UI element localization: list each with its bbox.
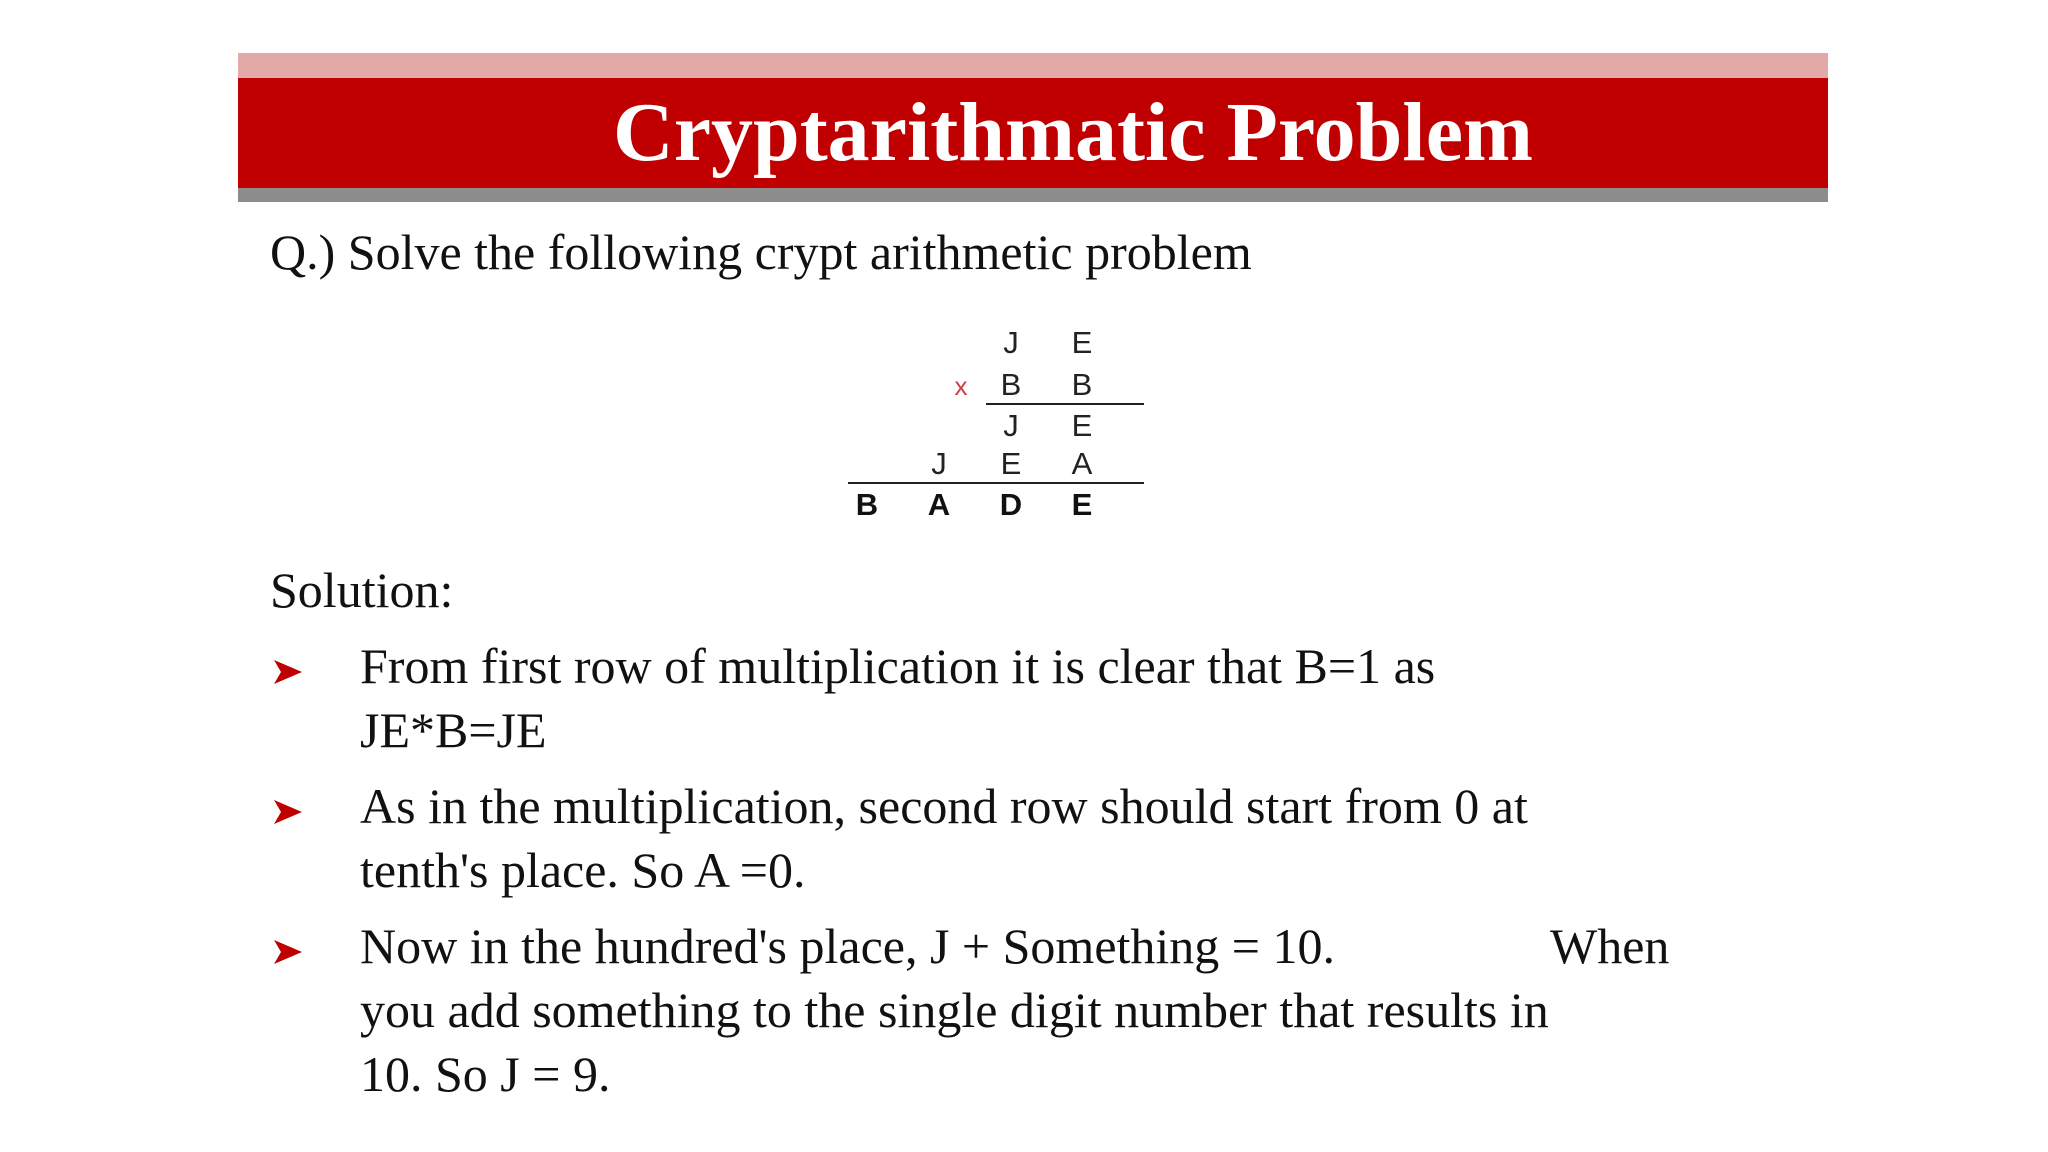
puzzle-row3-digit: J — [1003, 408, 1019, 443]
arrow-bullet-icon — [268, 932, 308, 972]
puzzle-row4-digit: J — [931, 446, 947, 481]
title-band-top — [238, 53, 1828, 78]
bullet-line: you add something to the single digit number that results in — [360, 982, 1549, 1038]
puzzle-result-digit: B — [855, 487, 879, 522]
arrow-bullet-icon — [268, 652, 308, 692]
puzzle-row2-digit: B — [1000, 367, 1022, 402]
puzzle-row4-digit: E — [1000, 446, 1022, 481]
arrow-bullet-icon — [268, 792, 308, 832]
bullet-line: 10. So J = 9. — [360, 1046, 611, 1102]
bullet-line: From first row of multiplication it is clear that B=1 as — [360, 638, 1436, 694]
bullet-trailing-word: When — [1550, 918, 1670, 974]
bullet-item — [360, 634, 1435, 762]
puzzle-result-digit: E — [1071, 487, 1093, 522]
bullet-line: As in the multiplication, second row should start from 0 at — [360, 778, 1528, 834]
bullet-line: JE*B=JE — [360, 702, 547, 758]
puzzle-row1-digit: E — [1071, 325, 1093, 360]
bullet-item — [360, 774, 1528, 902]
puzzle-row3-digit: E — [1071, 408, 1093, 443]
multiplication-rule — [986, 403, 1144, 405]
solution-label: Solution: — [270, 562, 454, 618]
puzzle-result-digit: A — [927, 487, 951, 522]
title-band-bottom — [238, 188, 1828, 202]
puzzle-result-digit: D — [999, 487, 1023, 522]
bullet-item — [360, 914, 1549, 1106]
slide-title: Cryptarithmatic Problem — [613, 86, 1533, 179]
bullet-line: Now in the hundred's place, J + Something = 10. — [360, 918, 1335, 974]
question-text: Q.) Solve the following crypt arithmetic problem — [270, 224, 1252, 280]
puzzle-row2-digit: B — [1071, 367, 1093, 402]
puzzle-row1-digit: J — [1003, 325, 1019, 360]
multiply-sign: x — [954, 371, 968, 401]
bullet-line: tenth's place. So A =0. — [360, 842, 806, 898]
puzzle-row4-digit: A — [1071, 446, 1093, 481]
sum-rule — [848, 482, 1144, 484]
